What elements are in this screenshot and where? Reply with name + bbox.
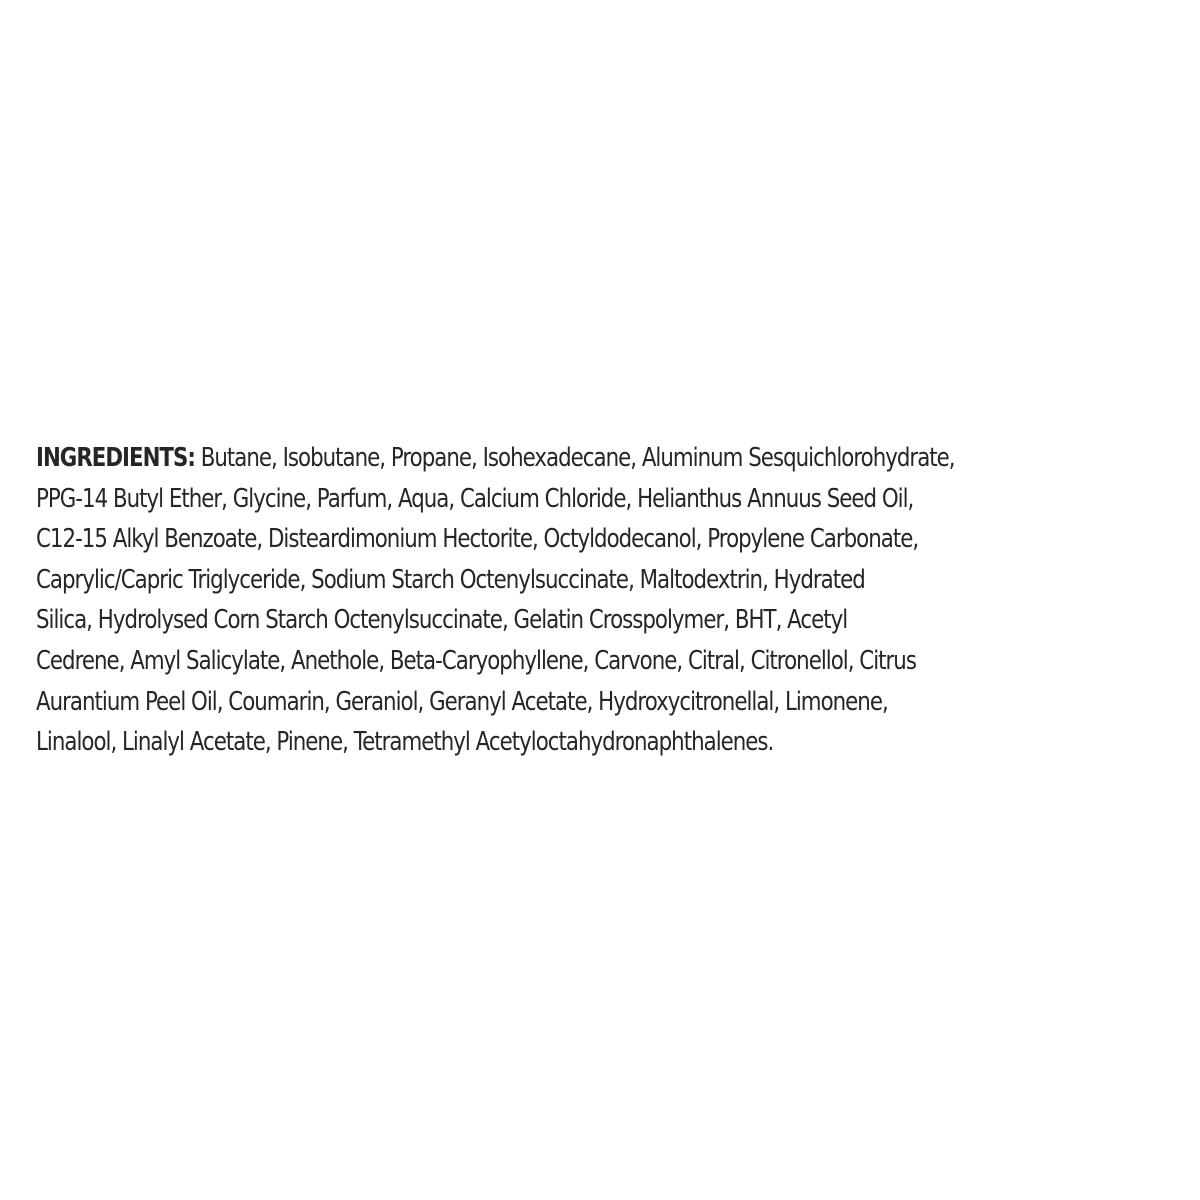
ingredients-label	[36, 438, 1176, 763]
ingredients-line	[36, 438, 1176, 479]
ingredients-heading: INGREDIENTS:	[36, 443, 195, 473]
ingredients-line: Aurantium Peel Oil, Coumarin, Geraniol, Geranyl Acetate, Hydroxycitronellal, Limonene,	[36, 686, 888, 717]
ingredients-text: Butane, Isobutane, Propane, Isohexadecane, Aluminum Sesquichlorohydrate,	[194, 443, 955, 473]
ingredients-line: Silica, Hydrolysed Corn Starch Octenylsuccinate, Gelatin Crosspolymer, BHT, Acetyl	[36, 605, 848, 636]
ingredients-line: PPG-14 Butyl Ether, Glycine, Parfum, Aqua, Calcium Chloride, Helianthus Annuus Seed Oil,	[36, 483, 914, 514]
ingredients-line: Cedrene, Amyl Salicylate, Anethole, Beta-Caryophyllene, Carvone, Citral, Citronellol, Citrus	[36, 645, 916, 676]
ingredients-line: C12-15 Alkyl Benzoate, Disteardimonium Hectorite, Octyldodecanol, Propylene Carbonate,	[36, 524, 919, 555]
ingredients-line: Caprylic/Capric Triglyceride, Sodium Starch Octenylsuccinate, Maltodextrin, Hydrated	[36, 564, 865, 595]
ingredients-line: Linalool, Linalyl Acetate, Pinene, Tetramethyl Acetyloctahydronaphthalenes.	[36, 727, 774, 758]
